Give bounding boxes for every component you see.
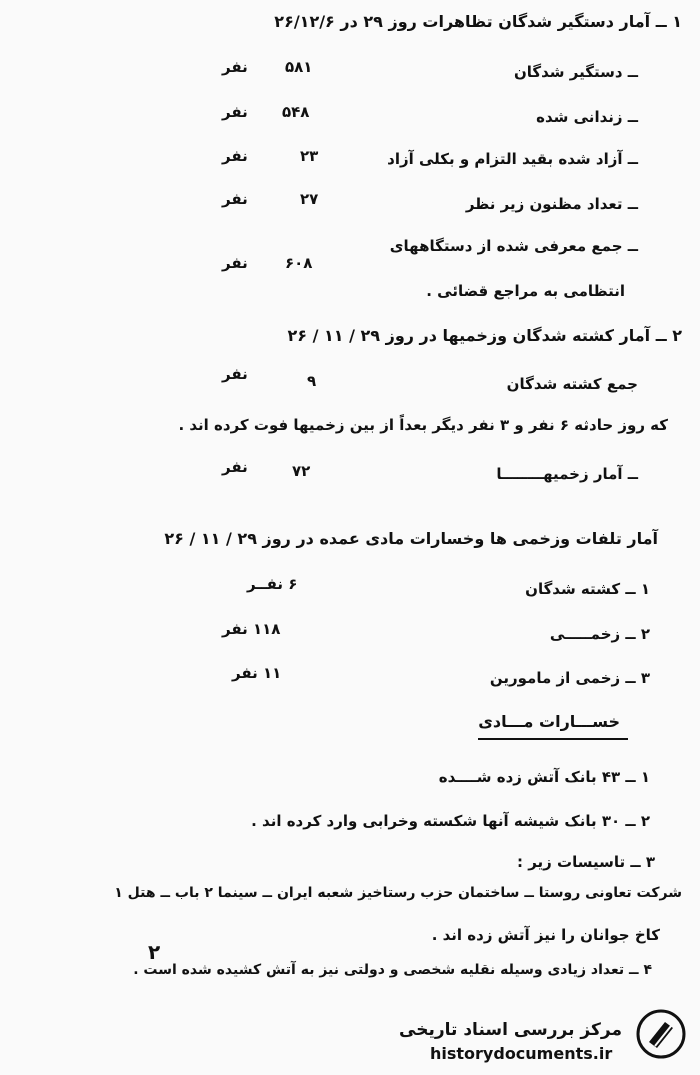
s2-killed-value: ۹ (307, 372, 317, 390)
damage-item: کاخ جوانان را نیز آتش زده اند . (431, 926, 660, 944)
s3-row-label: ۲ ــ زخمـــــی (549, 625, 650, 643)
s1-row-value: ۲۷ (300, 190, 319, 208)
s1-row-label: ــ جمع معرفی شده از دستگاههای (389, 237, 638, 255)
damages-heading-underline (478, 738, 628, 740)
s2-wounded-unit: نفر (222, 458, 248, 476)
s3-row-label: ۱ ــ کشته شدگان (525, 580, 650, 598)
s1-row-unit: نفر (222, 58, 248, 76)
damage-item: ۲ ــ ۳۰ بانک شیشه آنها شکسته وخرابی وارد کرده اند . (251, 812, 650, 830)
s3-row-value: ۶ نفــر (247, 575, 298, 593)
s1-row-label: ــ تعداد مظنون زیر نظر (465, 195, 638, 213)
damage-item: ۱ ــ ۴۳ بانک آتش زده شــــده (438, 768, 650, 786)
s1-row-unit: نفر (222, 190, 248, 208)
s1-row-value: ۵۸۱ (285, 58, 313, 76)
s3-row-value: ۱۱۸ نفر (222, 620, 281, 638)
damage-item: ۳ ــ تاسیسات زیر : (516, 853, 655, 871)
s1-row-unit: نفر (222, 147, 248, 165)
s1-row-unit: نفر (222, 103, 248, 121)
watermark-title: مرکز بررسی اسناد تاریخی (399, 1020, 622, 1040)
s1-row-value: ۲۳ (300, 147, 319, 165)
damage-item: شرکت تعاونی روستا ــ ساختمان حزب رستاخیز شعبه ایران ــ سینما ۲ باب ــ هتل ۱ (114, 885, 682, 901)
page-mark: ۲ (148, 940, 161, 964)
section1-title: ۱ ــ آمار دستگیر شدگان تظاهرات روز ۲۹ در ۲۶/۱۲/۶ (274, 12, 682, 31)
archive-logo-icon (635, 1008, 687, 1060)
s1-row-value: ۵۴۸ (282, 103, 310, 121)
s2-note: که روز حادثه ۶ نفر و ۳ نفر دیگر بعداً از بین زخمیها فوت کرده اند . (178, 416, 668, 434)
damage-item: ۴ ــ تعداد زیادی وسیله نقلیه شخصی و دولتی نیز به آتش کشیده شده است . (133, 962, 652, 978)
s1-row-label-cont: انتظامی به مراجع قضائی . (426, 282, 625, 300)
s1-row-label: ــ دستگیر شدگان (513, 63, 638, 81)
s2-killed-label: جمع کشته شدگان (506, 375, 638, 393)
section3-title: آمار تلفات وزخمی ها وخسارات مادی عمده در روز ۲۹ / ۱۱ / ۲۶ (164, 529, 658, 548)
s1-row-label: ــ زندانی شده (536, 108, 638, 126)
section2-title: ۲ ــ آمار کشته شدگان وزخمیها در روز ۲۹ / ۱۱ / ۲۶ (287, 326, 682, 345)
s2-killed-unit: نفر (222, 365, 248, 383)
s2-wounded-label: ــ آمار زخمیهــــــــا (496, 465, 638, 483)
damages-heading: خســـارات مـــادی (478, 712, 620, 731)
s3-row-label: ۳ ــ زخمی از مامورین (489, 669, 650, 687)
watermark-url: historydocuments.ir (430, 1044, 613, 1063)
s2-wounded-value: ۷۲ (292, 462, 311, 480)
s1-row-value: ۶۰۸ (285, 254, 313, 272)
s3-row-value: ۱۱ نفر (232, 664, 282, 682)
s1-row-label: ــ آزاد شده بقید التزام و بکلی آزاد (387, 150, 638, 168)
s1-row-unit: نفر (222, 254, 248, 272)
